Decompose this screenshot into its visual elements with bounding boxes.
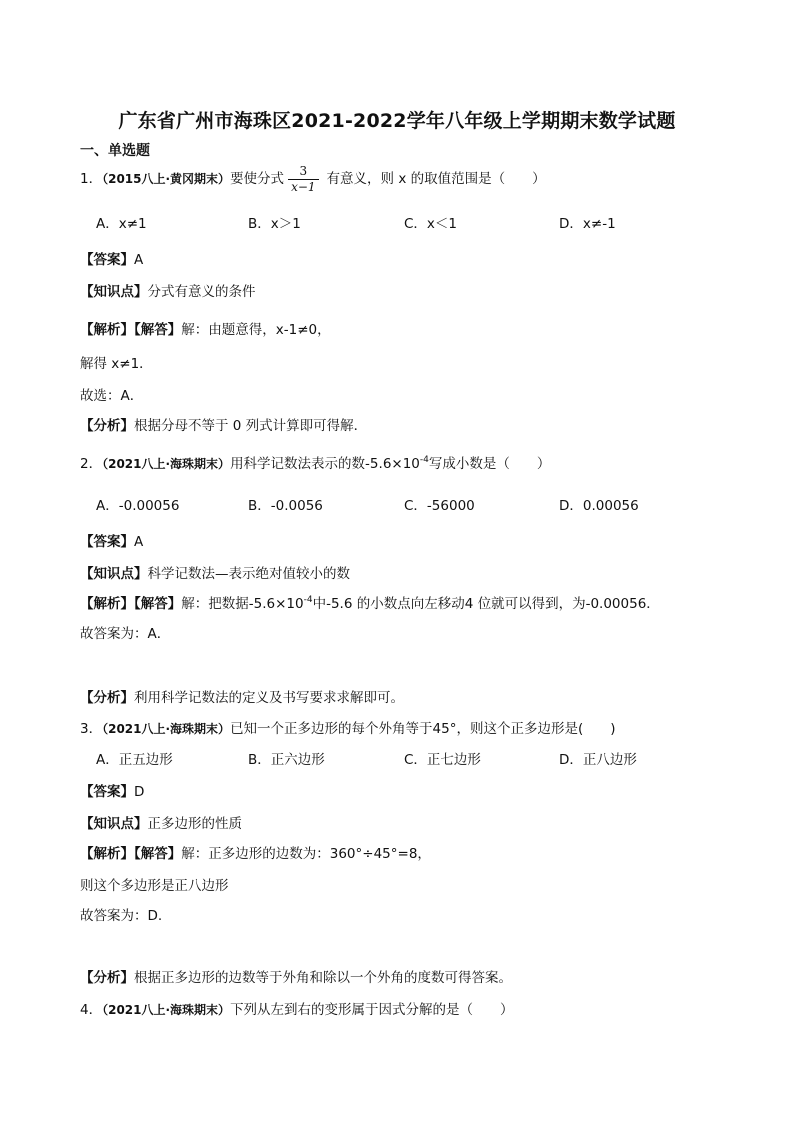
analysis-line: 【分析】根据正多边形的边数等于外角和除以一个外角的度数可得答案。	[80, 970, 512, 986]
option-c: C．-56000	[404, 498, 475, 514]
option-d: D．x≠-1	[559, 216, 616, 232]
question-source: （2021八上·海珠期末）	[102, 1003, 231, 1017]
option-a: A．x≠1	[96, 216, 147, 232]
question-source: （2021八上·海珠期末）	[102, 457, 231, 471]
option-c: C．正七边形	[404, 752, 481, 768]
option-b: B．x＞1	[248, 216, 301, 232]
knowledge-point-line: 【知识点】科学记数法—表示绝对值较小的数	[80, 566, 350, 582]
explanation-line: 故答案为：D.	[80, 908, 163, 924]
knowledge-point-line: 【知识点】正多边形的性质	[80, 816, 242, 832]
explanation-line: 【解析】【解答】解：由题意得，x-1≠0，	[80, 322, 331, 338]
answer-line: 【答案】A	[80, 534, 144, 550]
answer-line: 【答案】D	[80, 784, 145, 800]
option-b: B．-0.0056	[248, 498, 323, 514]
option-b: B．正六边形	[248, 752, 325, 768]
question-source: （2015八上·黄冈期末）	[102, 172, 231, 186]
explanation-line: 【解析】【解答】解：正多边形的边数为：360°÷45°=8，	[80, 846, 431, 862]
section-heading: 一、单选题	[80, 143, 150, 159]
question-2-stem: 2．（2021八上·海珠期末）用科学记数法表示的数$-5.6\times 10^{-4}$写成小数是（ ）	[80, 455, 551, 472]
fraction: $\frac{3}{x-1}$	[288, 164, 318, 195]
analysis-line: 【分析】根据分母不等于 0 列式计算即可得解．	[80, 418, 368, 434]
question-source: （2021八上·海珠期末）	[102, 722, 231, 736]
explanation-line: 故答案为：A．	[80, 626, 171, 642]
option-a: A．-0.00056	[96, 498, 180, 514]
question-1-stem: 1．（2015八上·黄冈期末）要使分式 $\frac{3}{x-1}$ 有意义，则 x 的取值范围是（ ）	[80, 163, 546, 194]
answer-line: 【答案】A	[80, 252, 144, 268]
explanation-line: 【解析】【解答】解：把数据$-5.6\times 10^{-4}$中-5.6 的小数点向左移动4 位就可以得到，为-0.00056．	[80, 595, 660, 612]
option-d: D．0.00056	[559, 498, 639, 514]
explanation-line: 则这个多边形是正八边形	[80, 878, 229, 894]
question-3-stem: 3．（2021八上·海珠期末）已知一个正多边形的每个外角等于45°，则这个正多边形是( )	[80, 721, 616, 737]
explanation-line: 解得 x≠1．	[80, 356, 153, 372]
page-title: 广东省广州市海珠区2021-2022学年八年级上学期期末数学试题	[118, 110, 676, 132]
knowledge-point-line: 【知识点】分式有意义的条件	[80, 284, 256, 300]
option-c: C．x＜1	[404, 216, 458, 232]
analysis-line: 【分析】利用科学记数法的定义及书写要求求解即可。	[80, 690, 404, 706]
option-d: D．正八边形	[559, 752, 637, 768]
option-a: A．正五边形	[96, 752, 173, 768]
question-4-stem: 4．（2021八上·海珠期末）下列从左到右的变形属于因式分解的是（ ）	[80, 1002, 514, 1018]
explanation-line: 故选：A．	[80, 388, 144, 404]
